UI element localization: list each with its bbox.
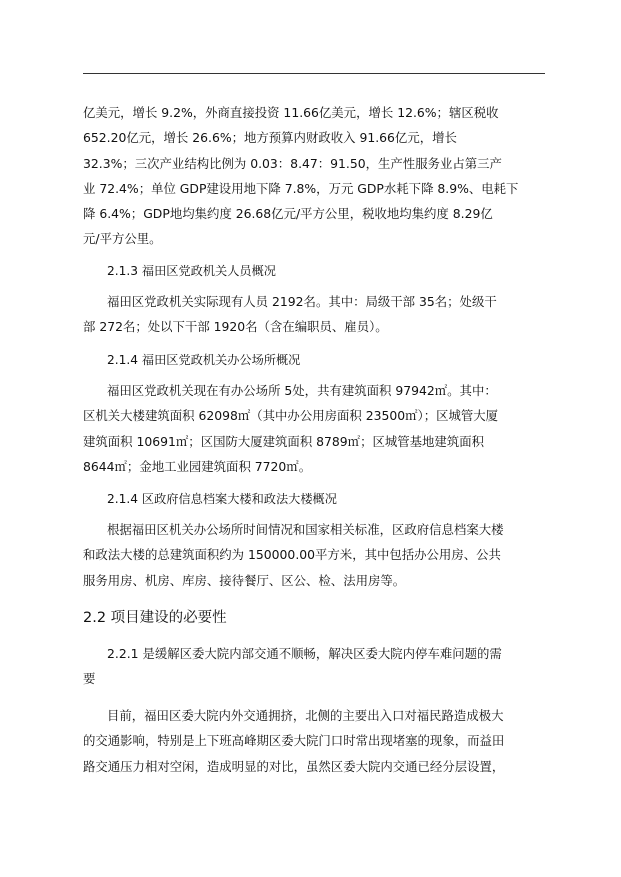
text-line: 建筑面积 10691㎡；区国防大厦建筑面积 8789㎡；区城管基地建筑面积 xyxy=(83,433,484,449)
text-line: 亿美元，增长 9.2%，外商直接投资 11.66亿美元，增长 12.6%；辖区税收 xyxy=(83,105,499,120)
economy-paragraph xyxy=(83,100,545,252)
section-heading-2-1-4-archive: 2.1.4 区政府信息档案大楼和政法大楼概况 xyxy=(107,492,337,506)
archive-paragraph xyxy=(83,517,545,593)
text-line: 业 72.4%；单位 GDP建设用地下降 7.8%，万元 GDP水耗下降 8.9%、电耗下 xyxy=(83,180,519,196)
header-rule xyxy=(83,73,545,74)
text-line: 要 xyxy=(83,671,96,687)
text-line: 652.20亿元，增长 26.6%；地方预算内财政收入 91.66亿元，增长 xyxy=(83,130,457,146)
text-line: 目前，福田区委大院内外交通拥挤，北侧的主要出入口对福民路造成极大 xyxy=(107,708,504,723)
text-line: 32.3%；三次产业结构比例为 0.03：8.47：91.50，生产性服务业占第三产 xyxy=(83,155,502,171)
text-line: 根据福田区机关办公场所时间情况和国家相关标准，区政府信息档案大楼 xyxy=(107,522,504,537)
text-line: 降 6.4%；GDP地均集约度 26.68亿元/平方公里，税收地均集约度 8.29亿 xyxy=(83,206,493,222)
text-line: 福田区党政机关实际现有人员 2192名。其中：局级干部 35名；处级干 xyxy=(107,294,497,309)
text-line: 和政法大楼的总建筑面积约为 150000.00平方米，其中包括办公用房、公共 xyxy=(83,547,501,563)
section-heading-2-2: 2.2 项目建设的必要性 xyxy=(83,610,227,626)
section-heading-2-1-3: 2.1.3 福田区党政机关人员概况 xyxy=(107,264,276,278)
text-line: 的交通影响，特别是上下班高峰期区委大院门口时常出现堵塞的现象，而益田 xyxy=(83,733,505,749)
traffic-paragraph xyxy=(83,703,545,779)
section-heading-2-1-4-offices: 2.1.4 福田区党政机关办公场所概况 xyxy=(107,353,301,367)
staff-paragraph xyxy=(83,289,545,340)
text-line: 元/平方公里。 xyxy=(83,231,162,247)
text-line: 路交通压力相对空闲，造成明显的对比，虽然区委大院内交通已经分层设置， xyxy=(83,758,505,774)
text-line: 区机关大楼建筑面积 62098㎡（其中办公用房面积 23500㎡）；区城管大厦 xyxy=(83,408,499,424)
section-heading-2-2-1 xyxy=(83,641,545,692)
text-line: 部 272名；处以下干部 1920名（含在编职员、雇员）。 xyxy=(83,319,388,335)
offices-paragraph xyxy=(83,378,545,479)
text-line: 服务用房、机房、库房、接待餐厅、区公、检、法用房等。 xyxy=(83,572,406,588)
text-line: 8644㎡；金地工业园建筑面积 7720㎡。 xyxy=(83,458,312,474)
text-line: 2.2.1 是缓解区委大院内部交通不顺畅，解决区委大院内停车难问题的需 xyxy=(107,646,502,661)
text-line: 福田区党政机关现在有办公场所 5处，共有建筑面积 97942㎡。其中： xyxy=(107,383,497,398)
